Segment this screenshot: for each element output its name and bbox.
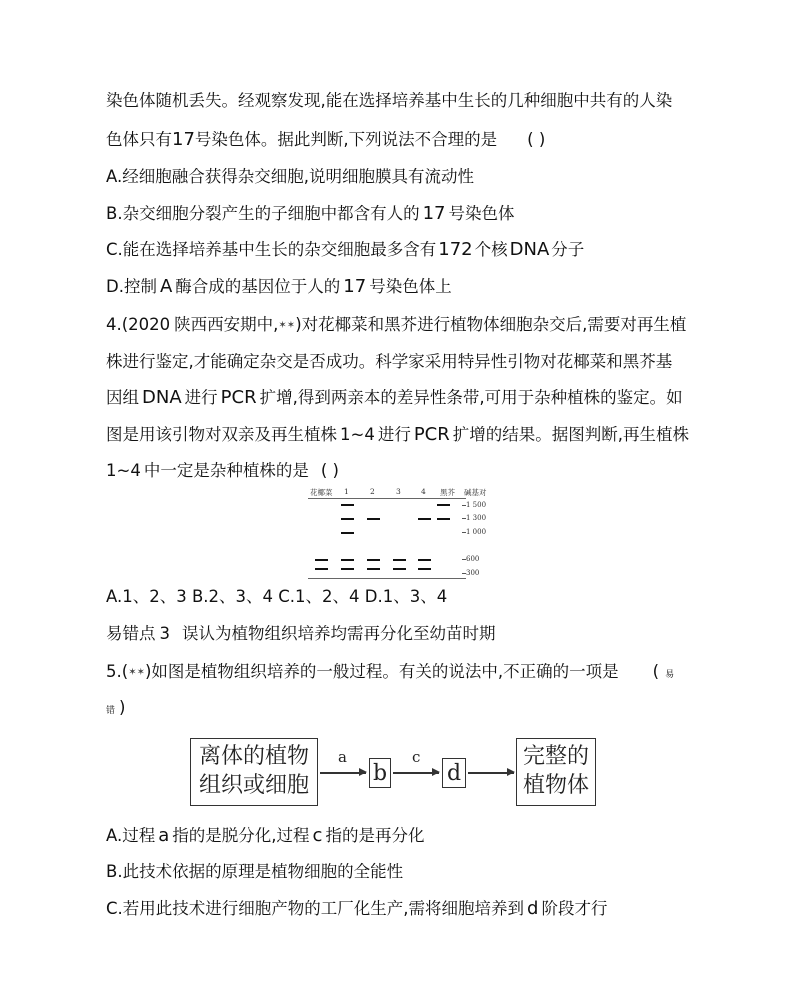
flow-end-box: 完整的 植物体: [516, 738, 596, 806]
gel-band: [418, 559, 431, 561]
answer-paren: ( ): [527, 130, 546, 149]
flow-box-b: b: [369, 758, 391, 788]
lane-label-3: 3: [396, 487, 401, 496]
q4-line-2: 株进行鉴定,才能确定杂交是否成功。科学家采用特异性引物对花椰菜和黑芥基: [106, 352, 673, 371]
q3-intro-line-1: 染色体随机丢失。经观察发现,能在选择培养基中生长的几种细胞中共有的人染: [106, 91, 673, 110]
gel-band: [341, 559, 354, 561]
q5-line-2: 错 ): [106, 698, 126, 717]
gel-band: [315, 568, 328, 570]
bp-label: 1 300: [466, 514, 487, 522]
lane-label-black-mustard: 黑芥: [440, 488, 455, 497]
error-prone-mark: 错: [106, 706, 116, 716]
difficulty-stars-icon: ✶✶: [278, 320, 296, 331]
q4-options: A.1、2、3 B.2、3、4 C.1、2、4 D.1、3、4: [106, 587, 448, 606]
gel-band: [367, 559, 380, 561]
gel-band: [418, 568, 431, 570]
gel-frame: [308, 498, 466, 579]
q3-option-b: B.杂交细胞分裂产生的子细胞中都含有人的 17 号染色体: [106, 203, 515, 224]
bp-label: 1 500: [466, 501, 487, 509]
gel-band: [418, 518, 431, 520]
bp-label: 600: [466, 555, 480, 563]
gel-band: [393, 568, 406, 570]
q4-line-4: 图是用该引物对双亲及再生植株 1~4 进行 PCR 扩增的结果。据图判断,再生植株: [106, 424, 690, 445]
q3-option-c: C.能在选择培养基中生长的杂交细胞最多含有 172 个核 DNA 分子: [106, 239, 585, 260]
gel-band: [437, 518, 450, 520]
lane-label-cauliflower: 花椰菜: [310, 488, 333, 497]
lane-label-1: 1: [344, 487, 349, 496]
pcr-gel-figure: [306, 487, 502, 579]
gel-band: [367, 568, 380, 570]
answer-paren: ( ): [320, 461, 339, 480]
q5-option-b: B.此技术依据的原理是植物细胞的全能性: [106, 862, 404, 881]
q4-line-5: 1~4 中一定是杂种植株的是 ( ): [106, 461, 339, 480]
gel-band: [437, 504, 450, 506]
difficulty-stars-icon: ✶✶: [128, 667, 145, 678]
flow-start-box: 离体的植物 组织或细胞: [190, 738, 318, 806]
bp-label: 1 000: [466, 528, 487, 536]
bp-header: 碱基对: [464, 488, 487, 497]
lane-label-4: 4: [421, 487, 426, 496]
error-prone-mark: 易: [665, 670, 675, 680]
flow-arrow-final: [468, 772, 514, 774]
gel-band: [341, 568, 354, 570]
arrow-label-c: c: [412, 748, 421, 766]
lane-label-2: 2: [370, 487, 375, 496]
q5-option-a: A.过程 a 指的是脱分化,过程 c 指的是再分化: [106, 825, 425, 846]
gel-band: [341, 532, 354, 534]
gel-band: [341, 518, 354, 520]
q4-line-1: 4.(2020 陕西西安期中,✶✶)对花椰菜和黑芥进行植物体细胞杂交后,需要对再生植: [106, 314, 686, 339]
q5-line-1: 5.(✶✶)如图是植物组织培养的一般过程。有关的说法中,不正确的一项是 ( 易: [106, 661, 674, 686]
error-point-heading: 易错点 3 误认为植物组织培养均需再分化至幼苗时期: [106, 624, 496, 643]
flow-box-d: d: [442, 758, 466, 788]
tissue-culture-flow-diagram: [190, 738, 600, 808]
q5-option-c: C.若用此技术进行细胞产物的工厂化生产,需将细胞培养到 d 阶段才行: [106, 898, 608, 919]
gel-band: [341, 504, 354, 506]
gel-band: [367, 518, 380, 520]
flow-arrow-a: [320, 772, 366, 774]
q4-line-3: 因组 DNA 进行 PCR 扩增,得到两亲本的差异性条带,可用于杂种植株的鉴定。如: [106, 387, 683, 408]
arrow-label-a: a: [338, 748, 347, 766]
gel-band: [393, 559, 406, 561]
q3-option-a: A.经细胞融合获得杂交细胞,说明细胞膜具有流动性: [106, 167, 474, 186]
bp-label: 300: [466, 569, 480, 577]
gel-band: [315, 559, 328, 561]
flow-arrow-c: [393, 772, 439, 774]
q3-option-d: D.控制 A 酶合成的基因位于人的 17 号染色体上: [106, 276, 452, 297]
q3-intro-line-2: 色体只有17号染色体。据此判断,下列说法不合理的是 ( ): [106, 129, 546, 150]
